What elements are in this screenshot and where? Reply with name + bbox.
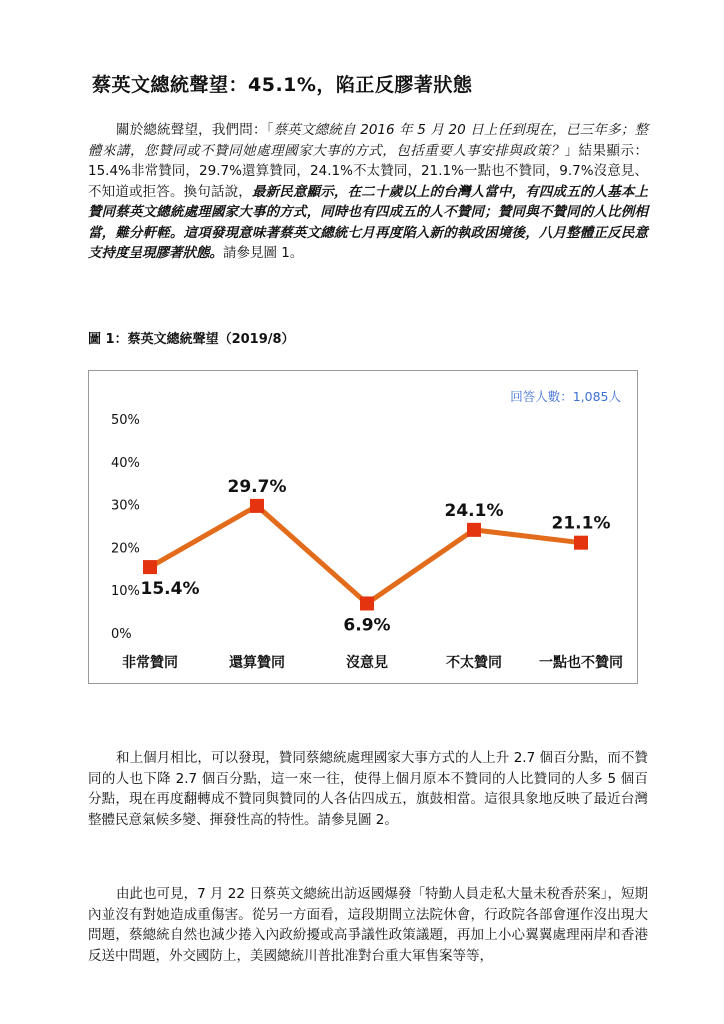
article-title: 蔡英文總統聲望：45.1%，陷正反膠著狀態 bbox=[92, 74, 473, 96]
respondent-count: 回答人數：1,085人 bbox=[510, 389, 621, 404]
data-point bbox=[574, 536, 588, 550]
y-tick-label: 10% bbox=[111, 584, 140, 600]
paragraph-1-text: 關於總統聲望，我們問：「 bbox=[116, 122, 274, 138]
x-category-label: 沒意見 bbox=[346, 655, 388, 671]
data-point bbox=[467, 523, 481, 537]
paragraph-3 bbox=[88, 884, 648, 966]
data-point bbox=[360, 596, 374, 610]
y-tick-label: 50% bbox=[111, 413, 140, 428]
paragraph-2-text: 和上個月相比，可以發現，贊同蔡總統處理國家大事方式的人上升 2.7 個百分點，而不贊同的人也下降 2.7 個百分點，這一來一往，使得上個月原本不贊同的人比贊同的人多 5 個百分點，現在再度翻轉成不贊同與贊同的人各佔四成五，旗鼓相當。這很具象地反映了最近台灣整體民意氣候多變、揮發性高的特性。請參見圖 2。 bbox=[88, 750, 648, 828]
data-label: 6.9% bbox=[343, 615, 391, 636]
y-tick-label: 0% bbox=[111, 627, 132, 642]
y-tick-label: 40% bbox=[111, 455, 140, 471]
paragraph-3-text: 由此也可見，7 月 22 日蔡英文總統出訪返國爆發「特勤人員走私大量未稅香菸案」，短期內並沒有對她造成重傷害。從另一方面看，這段期間立法院休會，行政院各部會運作沒出現大問題，蔡總統自然也減少捲入內政紛擾或高爭議性政策議題，再加上小心翼翼處理兩岸和香港反送中問題，外交國防上，美國總統川普批准對台重大軍售案等等， bbox=[88, 886, 648, 964]
series-line bbox=[150, 506, 581, 604]
chart-container bbox=[88, 370, 638, 684]
data-label: 29.7% bbox=[227, 476, 287, 497]
data-label: 24.1% bbox=[444, 500, 504, 521]
paragraph-2 bbox=[88, 748, 648, 830]
line-chart bbox=[89, 371, 639, 685]
x-category-label: 非常贊同 bbox=[122, 655, 178, 671]
paragraph-1 bbox=[88, 120, 648, 264]
figure-caption: 圖 1：蔡英文總統聲望（2019/8） bbox=[88, 332, 295, 347]
paragraph-1-emphasis: 最新民意顯示，在二十歲以上的台灣人當中，有四成五的人基本上贊同蔡英文總統處理國家大事的方式，同時也有四成五的人不贊同；贊同與不贊同的人比例相當，難分軒輊。這項發現意味著蔡英文總統七月再度陷入新的執政困境後，八月整體正反民意支持度呈現膠著狀態。 bbox=[88, 183, 649, 261]
x-category-label: 還算贊同 bbox=[229, 655, 285, 671]
data-point bbox=[250, 499, 264, 513]
y-tick-label: 30% bbox=[111, 498, 140, 514]
paragraph-1-reference: 請參見圖 1。 bbox=[223, 245, 304, 261]
survey-question: 蔡英文總統自 2016 年 5 月 20 日上任到現在，已三年多；整體來講，您贊同或不贊同她處理國家大事的方式，包括重要人事安排與政策？ bbox=[88, 122, 649, 159]
data-label: 21.1% bbox=[551, 513, 611, 534]
paragraph-1-results: 」結果顯示：15.4%非常贊同，29.7%還算贊同，24.1%不太贊同，21.1%一點也不贊同，9.7%沒意見、不知道或拒答。換句話說， bbox=[88, 142, 649, 200]
x-category-label: 不太贊同 bbox=[446, 655, 502, 671]
data-point bbox=[143, 560, 157, 574]
data-label: 15.4% bbox=[140, 579, 200, 600]
x-category-label: 一點也不贊同 bbox=[539, 655, 623, 671]
y-tick-label: 20% bbox=[111, 541, 140, 557]
